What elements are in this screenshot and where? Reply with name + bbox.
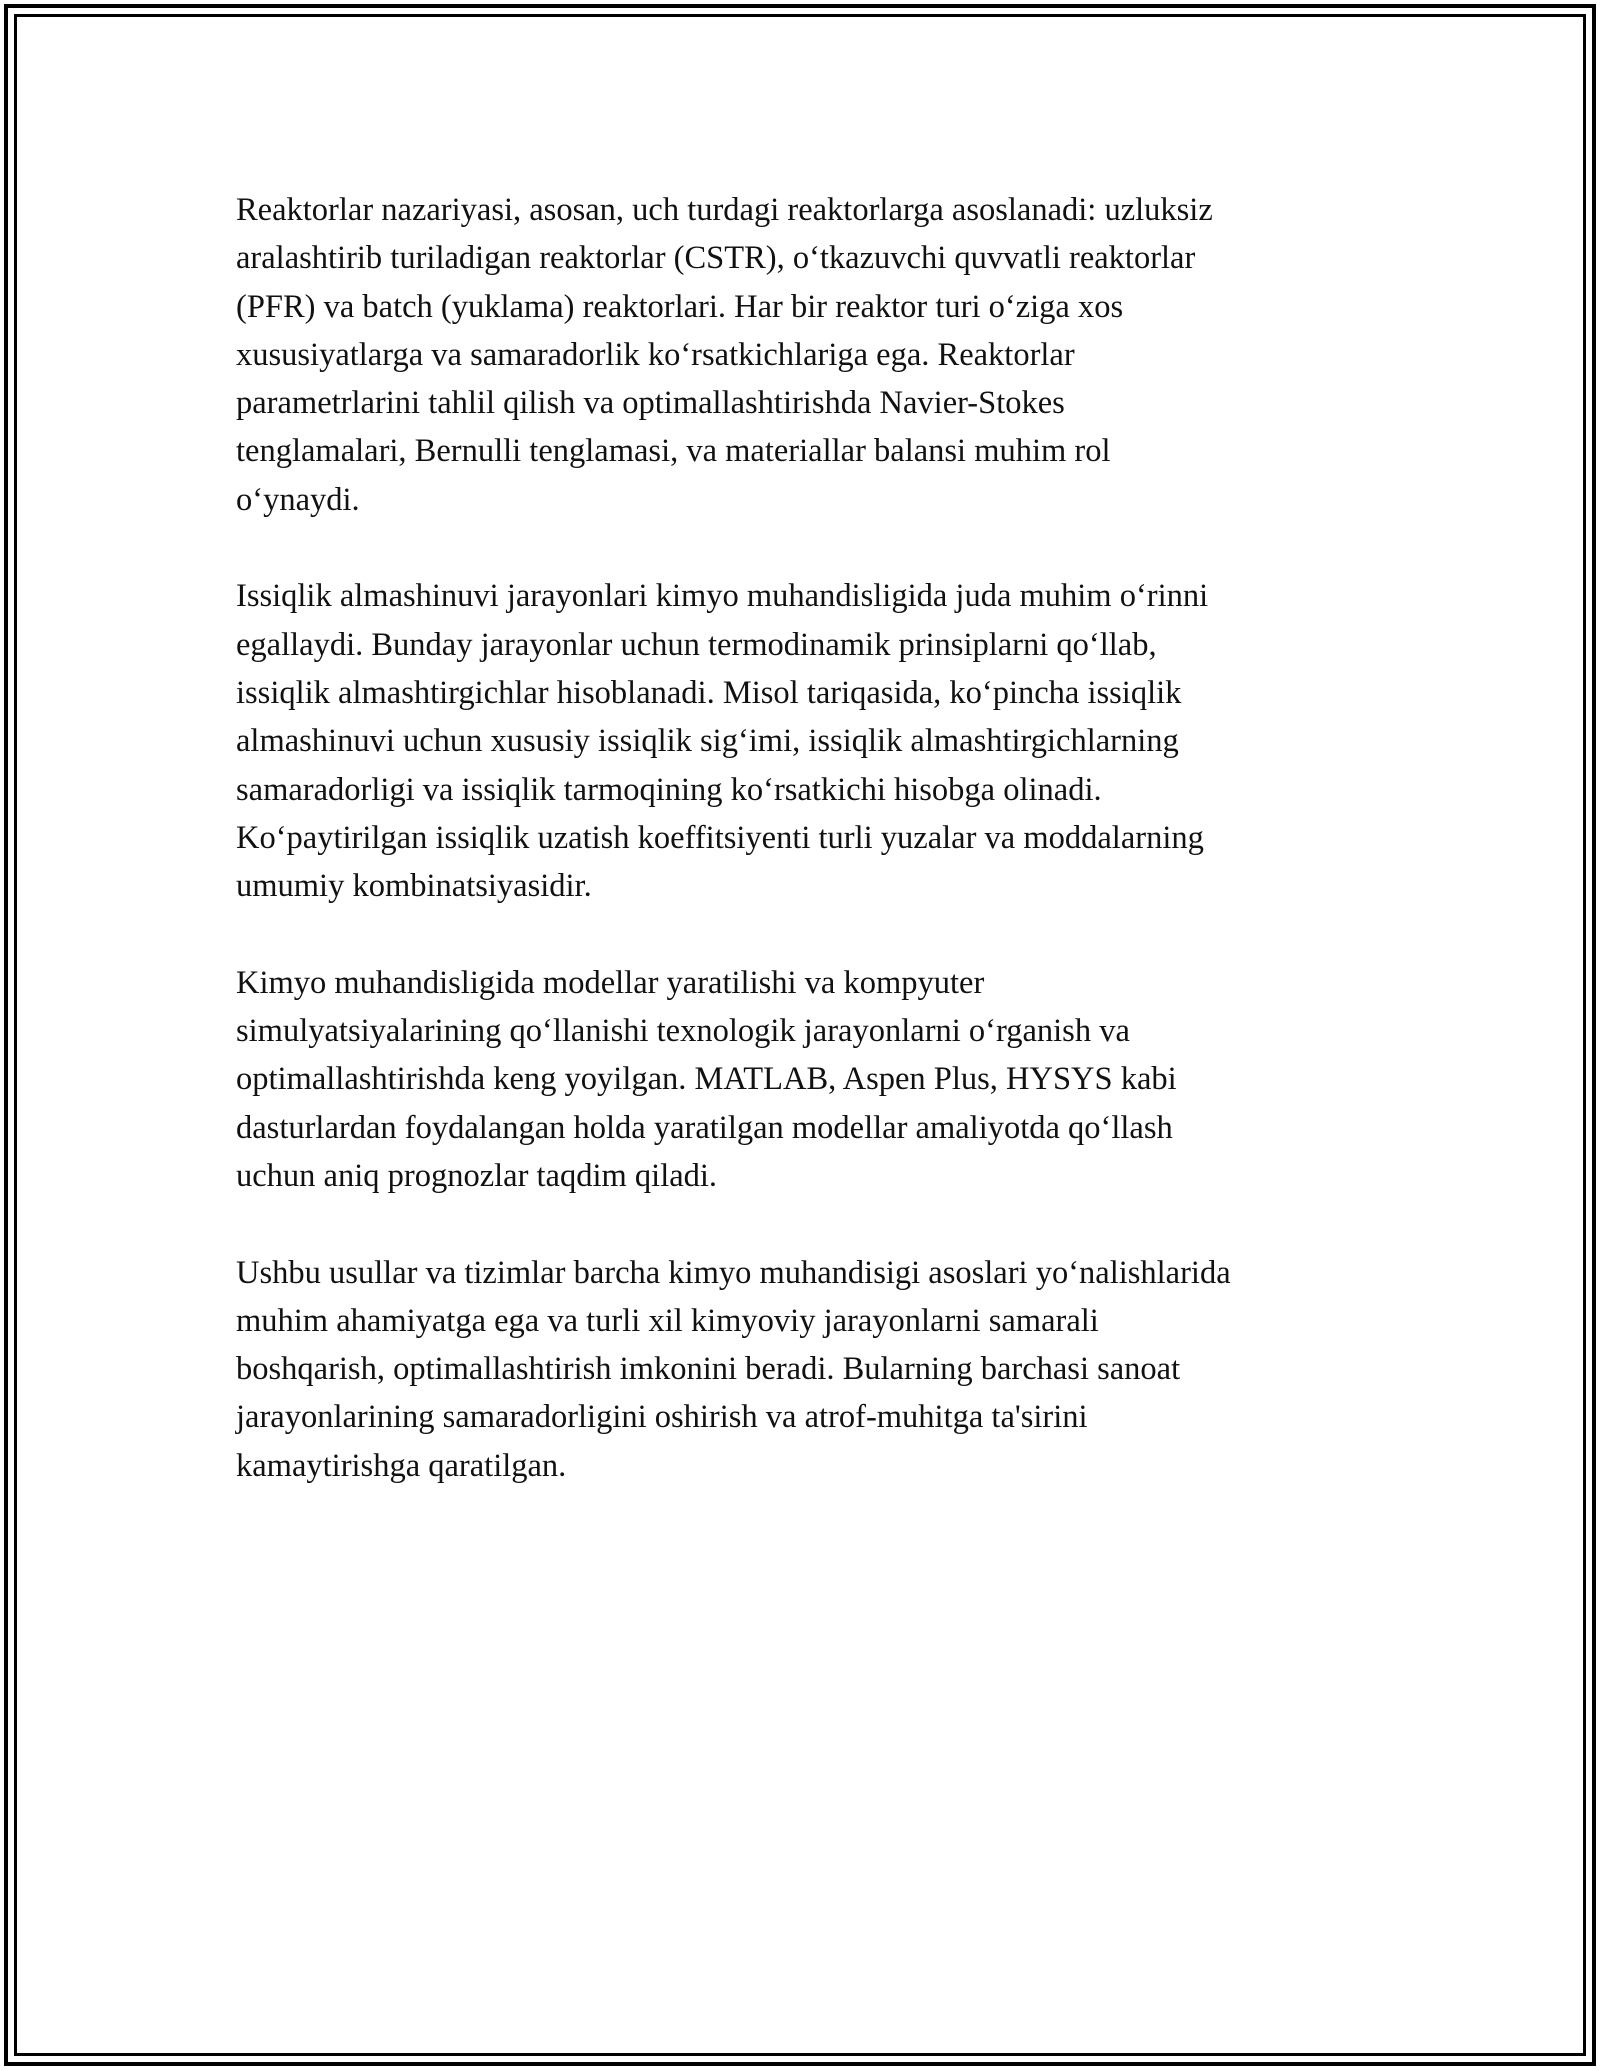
paragraph-heat-exchange: Issiqlik almashinuvi jarayonlari kimyo muhandisligida juda muhim o‘rinni egallaydi. Bunday jarayonlar uchun termodinamik prinsiplarni qo‘llab, issiqlik almashtirgichlar hisoblanadi. Misol tariqasida, ko‘pincha issiqlik almashinuvi uchun xususiy issiqlik sig‘imi, issiqlik almashtirgichlarning samaradorligi va issiqlik tarmoqining ko‘rsatkichi hisobga olinadi. Ko‘paytirilgan issiqlik uzatish koeffitsiyenti turli yuzalar va moddalarning umumiy kombinatsiyasidir. xyxy=(236,578,1209,905)
paragraph-reactors: Reaktorlar nazariyasi, asosan, uch turdagi reaktorlarga asoslanadi: uzluksiz aralashtirib turiladigan reaktorlar (CSTR), o‘tkazuvchi quvvatli reaktorlar (PFR) va batch (yuklama) reaktorlari. Har bir reaktor turi o‘ziga xos xususiyatlarga va samaradorlik ko‘rsatkichlariga ega. Reaktorlar parametrlarini tahlil qilish va optimallashtirishda Navier-Stokes tenglamalari, Bernulli tenglamasi, va materiallar balansi muhim rol o‘ynaydi. xyxy=(236,192,1213,518)
paragraph-conclusion: Ushbu usullar va tizimlar barcha kimyo muhandisigi asoslari yo‘nalishlarida muhim ahamiyatga ega va turli xil kimyoviy jarayonlarni samarali boshqarish, optimallashtirish imkonini beradi. Bularning barchasi sanoat jarayonlarining samaradorligini oshirish va atrof-muhitga ta'sirini kamaytirishga qaratilgan. xyxy=(236,1254,1231,1484)
paragraph-modeling: Kimyo muhandisligida modellar yaratilishi va kompyuter simulyatsiyalarining qo‘llanishi texnologik jarayonlarni o‘rganish va optimallashtirishda keng yoyilgan. MATLAB, Aspen Plus, HYSYS kabi dasturlardan foydalangan holda yaratilgan modellar amaliyotda qo‘llash uchun aniq prognozlar taqdim qiladi. xyxy=(236,964,1177,1194)
document-body xyxy=(236,186,1366,1538)
